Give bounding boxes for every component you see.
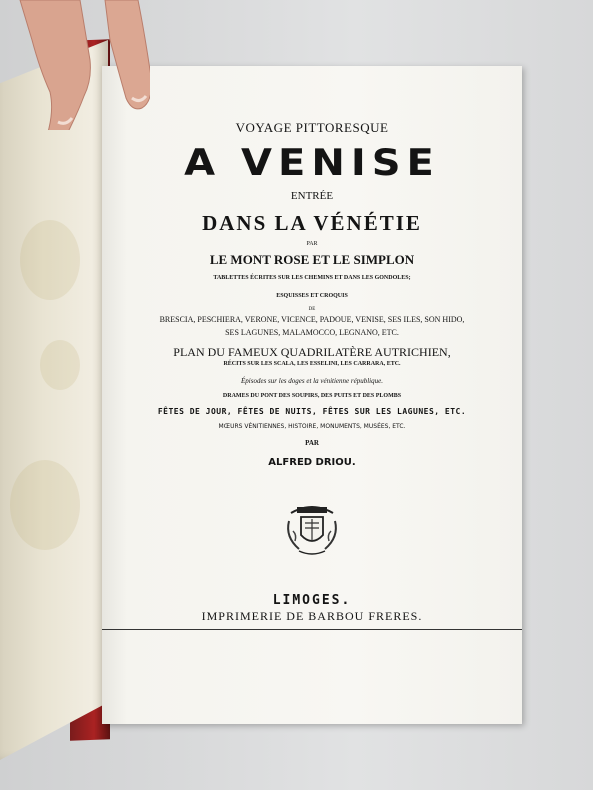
- venetie-title: DANS LA VÉNÉTIE: [202, 211, 422, 235]
- lagunes-line: SES LAGUNES, MALAMOCCO, LEGNANO, ETC.: [225, 328, 399, 337]
- author-name: ALFRED DRIOU.: [268, 457, 356, 468]
- coat-of-arms-emblem: [281, 497, 343, 559]
- recits-line: RÉCITS SUR LES SCALA, LES ESSELINI, LES CARRARA, ETC.: [223, 361, 401, 367]
- episodes-line: Épisodes sur les doges et la vénitienne république.: [241, 377, 383, 385]
- esquisses-line: ESQUISSES ET CROQUIS: [276, 293, 348, 299]
- ornament-rule: [102, 629, 522, 630]
- par-author-text: PAR: [305, 439, 319, 447]
- drames-line: DRAMES DU PONT DES SOUPIRS, DES PUITS ET DES PLOMBS: [222, 393, 402, 399]
- title-page: [102, 66, 522, 724]
- fetes-line: FÊTES DE JOUR, FÊTES DE NUITS, FÊTES SUR LES LAGUNES, ETC.: [157, 407, 467, 416]
- printer-name: IMPRIMERIE DE BARBOU FRERES.: [201, 609, 423, 623]
- tablettes-line: TABLETTES ÉCRITES SUR LES CHEMINS ET DANS LES GONDOLES;: [213, 275, 411, 281]
- main-title: A VENISE: [184, 141, 440, 185]
- cities-line: BRESCIA, PESCHIERA, VERONE, VICENCE, PADOUE, VENISE, SES ILES, SON HIDO,: [159, 315, 465, 324]
- entree-text: ENTRÉE: [290, 190, 334, 202]
- moeurs-line: MŒURS VÉNITIENNES, HISTOIRE, MONUMENTS, MUSÉES, ETC.: [218, 423, 406, 430]
- subtitle-voyage: VOYAGE PITTORESQUE: [235, 120, 389, 135]
- hand-holding-page: [10, 0, 150, 130]
- par-text: PAR: [306, 241, 318, 247]
- route-title: LE MONT ROSE ET LE SIMPLON: [209, 252, 415, 267]
- left-page: [0, 40, 108, 760]
- plan-line: PLAN DU FAMEUX QUADRILATÈRE AUTRICHIEN,: [173, 345, 451, 359]
- publisher-city: LIMOGES.: [272, 593, 352, 608]
- de-text: DE: [308, 307, 316, 312]
